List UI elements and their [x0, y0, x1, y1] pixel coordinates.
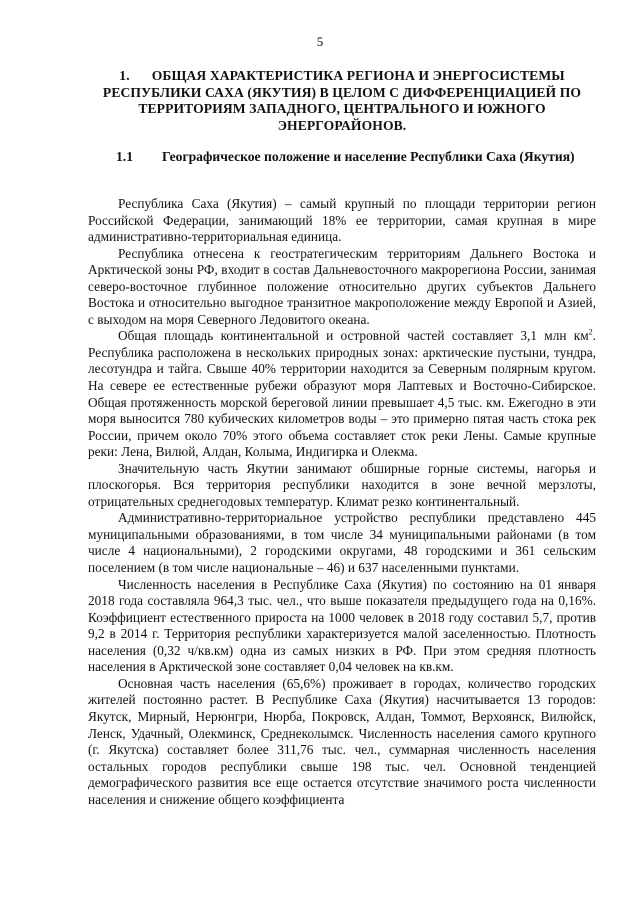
superscript: 2 — [588, 327, 593, 337]
section-number: 1.1 — [116, 149, 133, 164]
area-text-continued: . Республика расположена в нескольких природных зонах: арктические пустыни, тундра, лесотундра и тайга. Свыше 40% территории находится за Северным полярным кругом. На севере ее естественные рубежи образуют моря Лаптевых и Восточно-Сибирское. Общая протяженность морской береговой линии превышает 4,5 тыс. км. Ежегодно в эти моря выносится 780 кубических километров воды – это примерно пятая часть стока рек России, причем около 70% этого объема составляет сток реки Лены. Самые крупные реки: Лена, Вилюй, Алдан, Колыма, Индигирка и Олекма. — [88, 328, 596, 460]
chapter-heading — [88, 68, 596, 134]
section-title: Географическое положение и население Республики Саха (Якутия) — [162, 149, 575, 164]
paragraph: Республика отнесена к геостратегическим территориям Дальнего Востока и Арктической зоны РФ, входит в состав Дальневосточного макрорегиона России, занимая северо-восточное глубинное положение относительно других субъектов Дальнего Востока и относительно выгодное транзитное макроположение между Европой и Азией, с выходом на моря Северного Ледовитого океана. — [88, 245, 596, 327]
section-heading — [88, 149, 596, 166]
paragraph-area — [88, 328, 596, 460]
paragraph: Численность населения в Республике Саха (Якутия) по состоянию на 01 января 2018 года составляла 964,3 тыс. чел., что выше показателя предыдущего года на 0,16%. Коэффициент естественного прироста на 1000 человек в 2018 году составил 5,7, против 9,2 в 2014 г. Территория республики характеризуется малой заселенностью. Плотность населения (0,32 ч/кв.км) одна из самых низких в РФ. При этом средняя плотность населения в Арктической зоне составляет 0,04 человек на кв.км. — [88, 576, 596, 675]
chapter-title: ОБЩАЯ ХАРАКТЕРИСТИКА РЕГИОНА И ЭНЕРГОСИСТЕМЫ РЕСПУБЛИКИ САХА (ЯКУТИЯ) В ЦЕЛОМ С ДИФФЕРЕНЦИАЦИЕЙ ПО ТЕРРИТОРИЯМ ЗАПАДНОГО, ЦЕНТРАЛЬНОГО И ЮЖНОГО ЭНЕРГОРАЙОНОВ. — [102, 68, 582, 133]
paragraph: Республика Саха (Якутия) – самый крупный по площади территории регион Российской Федерации, занимающий 18% ее территории, самая крупная в мире административно-территориальная единица. — [88, 196, 596, 245]
paragraph: Административно-территориальное устройство республики представлено 445 муниципальными образованиями, в том числе 34 муниципальными районами (в том числе 4 национальными), 2 городскими округами, 48 городскими и 361 сельским поселением (в том числе национальные – 46) и 637 населенными пунктами. — [88, 510, 596, 576]
paragraph: Значительную часть Якутии занимают обширные горные системы, нагорья и плоскогорья. Вся территория республики находится в зоне вечной мерзлоты, отрицательных среднегодовых температур. Климат резко континентальный. — [88, 460, 596, 509]
area-text: Общая площадь континентальной и островной частей составляет 3,1 млн км — [118, 328, 589, 344]
body-text — [88, 196, 596, 808]
chapter-number: 1. — [119, 68, 130, 83]
page-number: 5 — [316, 34, 324, 49]
paragraph: Основная часть населения (65,6%) проживает в городах, количество городских жителей постоянно растет. В Республике Саха (Якутия) насчитывается 13 городов: Якутск, Мирный, Нерюнгри, Нюрба, Покровск, Алдан, Томмот, Верхоянск, Вилюйск, Ленск, Удачный, Олекминск, Среднеколымск. Численность населения самого крупного (г. Якутска) составляет более 311,76 тыс. чел., суммарная численность населения остальных городов республики свыше 198 тыс. чел. Основной тенденцией демографического развития все еще остается отсутствие значимого роста численности населения и снижение общего коэффициента — [88, 675, 596, 807]
